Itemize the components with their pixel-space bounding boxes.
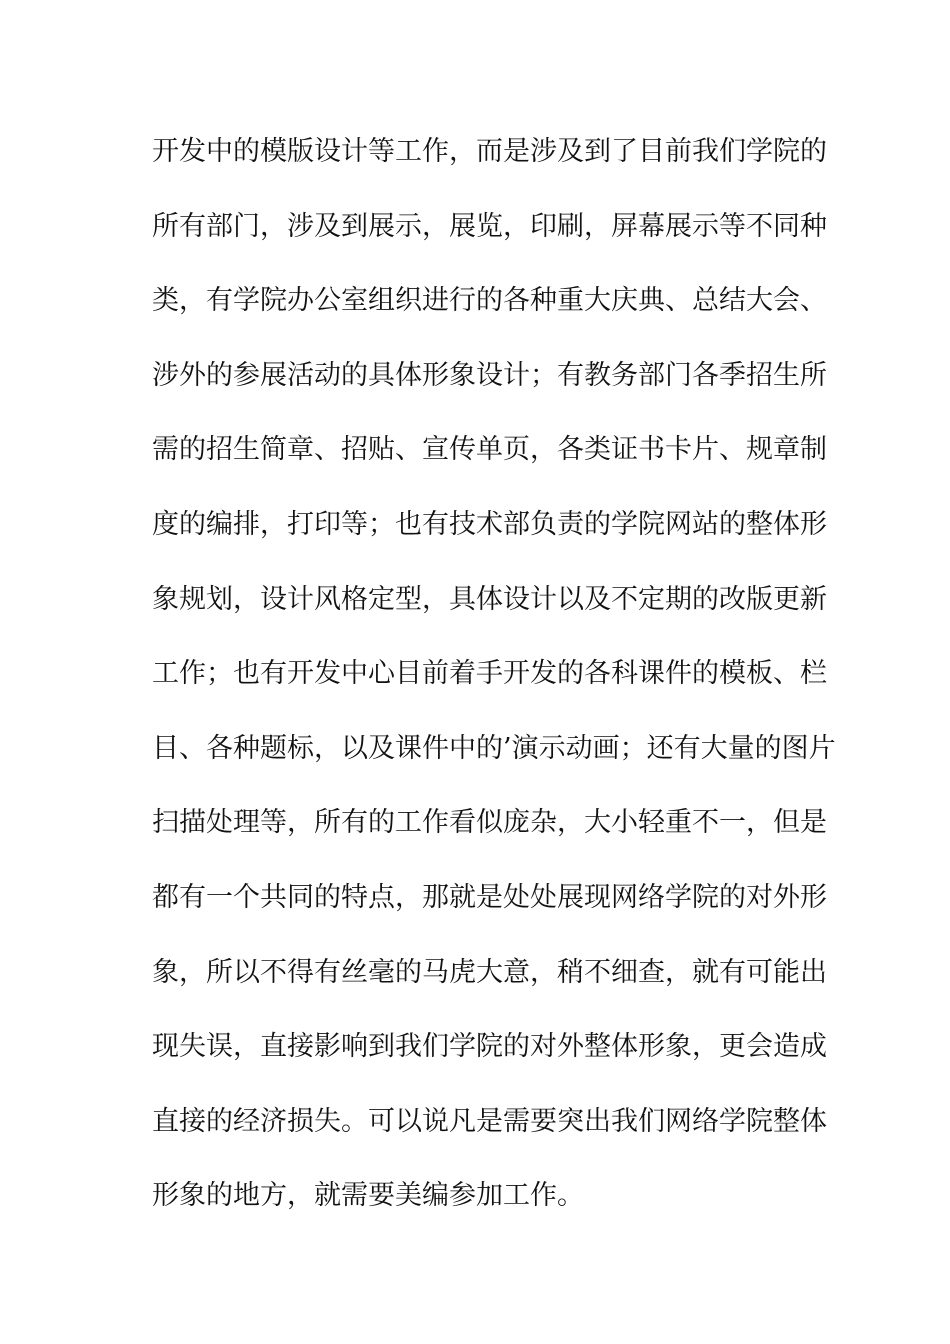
body-paragraph [152, 128, 836, 1247]
paragraph-line-1: 开发中的模版设计等工作，而是涉及到了目前我们学院的 [152, 136, 827, 167]
paragraph-line-15: 形象的地方，就需要美编参加工作。 [152, 1180, 584, 1212]
paragraph-line-14: 直接的经济损失。可以说凡是需要突出我们网络学院整体 [152, 1105, 827, 1137]
paragraph-line-8: 工作；也有开发中心目前着手开发的各科课件的模板、栏 [152, 658, 827, 690]
paragraph-line-10: 扫描处理等，所有的工作看似庞杂，大小轻重不一，但是 [152, 807, 827, 839]
paragraph-line-9: 目、各种题标，以及课件中的’演示动画；还有大量的图片 [152, 732, 836, 764]
paragraph-line-11: 都有一个共同的特点，那就是处处展现网络学院的对外形 [152, 881, 827, 913]
paragraph-line-6: 度的编排，打印等；也有技术部负责的学院网站的整体形 [152, 508, 827, 540]
paragraph-line-2: 所有部门，涉及到展示，展览，印刷，屏幕展示等不同种 [152, 210, 827, 242]
paragraph-line-12: 象，所以不得有丝毫的马虎大意，稍不细查，就有可能出 [152, 956, 827, 988]
paragraph-line-5: 需的招生简章、招贴、宣传单页，各类证书卡片、规章制 [152, 434, 827, 466]
paragraph-line-7: 象规划，设计风格定型，具体设计以及不定期的改版更新 [152, 583, 827, 615]
paragraph-line-3: 类，有学院办公室组织进行的各种重大庆典、总结大会、 [152, 285, 827, 317]
paragraph-line-13: 现失误，直接影响到我们学院的对外整体形象，更会造成 [152, 1031, 827, 1063]
paragraph-line-4: 涉外的参展活动的具体形象设计；有教务部门各季招生所 [152, 359, 827, 391]
